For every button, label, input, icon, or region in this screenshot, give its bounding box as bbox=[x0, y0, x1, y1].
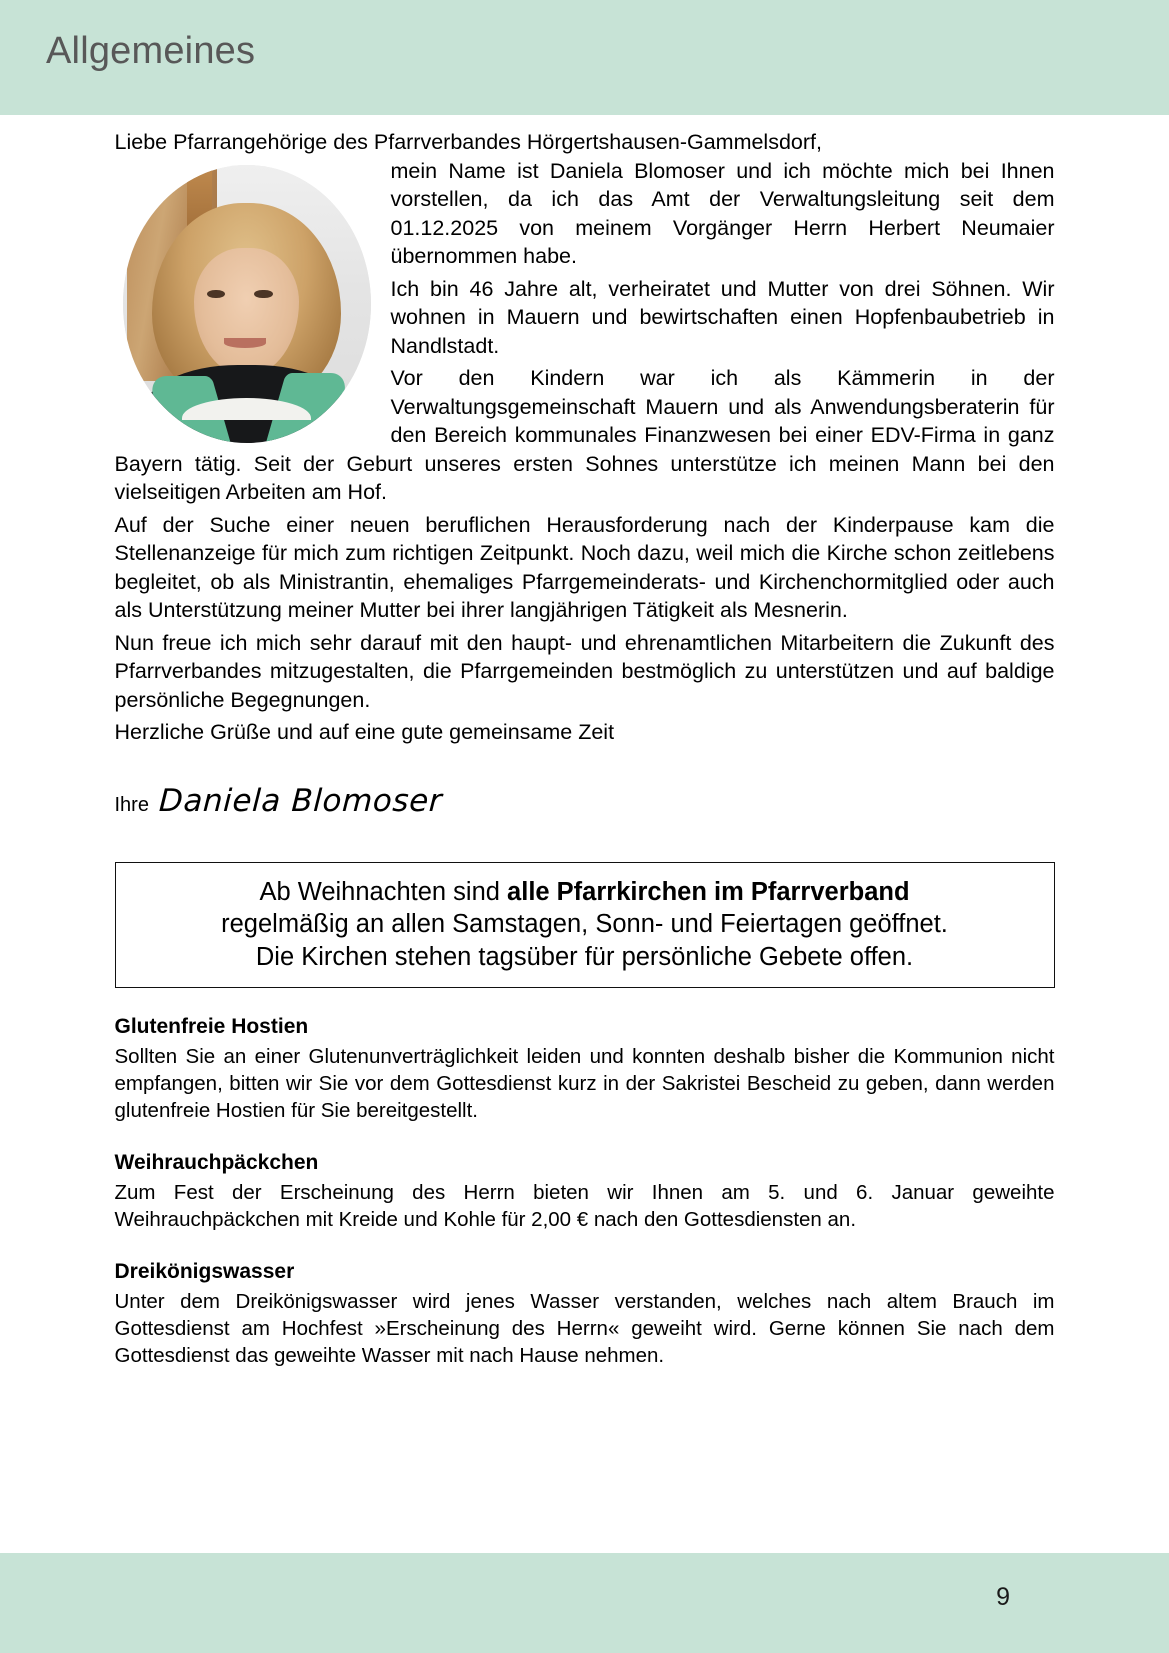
signature-block bbox=[115, 783, 1055, 819]
section-heading: Glutenfreie Hostien bbox=[114, 1015, 309, 1038]
signature-prefix: Ihre bbox=[114, 793, 149, 816]
notice-box bbox=[115, 862, 1055, 989]
section-weihrauchpaeckchen bbox=[115, 1150, 1055, 1233]
letter-paragraph-1: mein Name ist Daniela Blomoser und ich möchte mich bei Ihnen vorstellen, da ich das Amt der Verwaltungsleitung seit dem 01.12.2025 von meinem Vorgänger Herrn Herbert Neumaier übernommen habe. bbox=[390, 158, 1055, 268]
section-text: Sollten Sie an einer Glutenunverträglichkeit leiden und konnten deshalb bisher die Kommunion nicht empfangen, bitten wir Sie vor dem Gottesdienst kurz in der Sakristei Bescheid zu geben, dann werden glutenfreie Hostien für Sie bereitgestellt. bbox=[114, 1045, 1055, 1122]
page-footer-band bbox=[0, 1553, 1169, 1653]
letter-paragraph-3: Vor den Kindern war ich als Kämmerin in der Verwaltungsgemeinschaft Mauern und als Anwendungsberaterin für den Bereich kommunales Finanzwesen bei einer EDV-Firma in ganz Bayern tätig. Seit der Geburt unseres ersten Sohnes unterstütze ich meinen Mann bei den vielseitigen Arbeiten am Hof. bbox=[114, 366, 1055, 504]
section-glutenfreie-hostien bbox=[115, 1014, 1055, 1124]
portrait-photo bbox=[123, 165, 371, 443]
page-content bbox=[0, 115, 1169, 1369]
notice-line-3: Die Kirchen stehen tagsüber für persönliche Gebete offen. bbox=[255, 942, 914, 971]
notice-line-1 bbox=[130, 876, 1040, 909]
page-number: 9 bbox=[996, 1583, 1010, 1611]
letter-intro-block bbox=[115, 157, 1055, 507]
letter-paragraph-6: Herzliche Grüße und auf eine gute gemeinsame Zeit bbox=[114, 720, 615, 744]
section-heading: Dreikönigswasser bbox=[114, 1260, 295, 1283]
letter-paragraph-4: Auf der Suche einer neuen beruflichen Herausforderung nach der Kinderpause kam die Stellenanzeige für mich zum richtigen Zeitpunkt. Noch dazu, weil mich die Kirche schon zeitlebens begleitet, ob als Ministrantin, ehemaliges Pfarrgemeinderats- und Kirchenchormitglied oder auch als Unterstützung meiner Mutter bei ihrer langjährigen Tätigkeit als Mesnerin. bbox=[114, 512, 1055, 622]
letter-salutation: Liebe Pfarrangehörige des Pfarrverbandes Hörgertshausen-Gammelsdorf, bbox=[114, 130, 822, 154]
notice-line-1-plain: Ab Weihnachten sind bbox=[259, 877, 508, 906]
page-title: Allgemeines bbox=[46, 30, 256, 72]
section-text: Zum Fest der Erscheinung des Herrn bieten wir Ihnen am 5. und 6. Januar geweihte Weihrauchpäckchen mit Kreide und Kohle für 2,00 € nach den Gottesdiensten an. bbox=[114, 1181, 1055, 1231]
portrait-eye-right bbox=[254, 290, 273, 299]
section-text: Unter dem Dreikönigswasser wird jenes Wasser verstanden, welches nach altem Brauch im Gottesdienst am Hochfest »Erscheinung des Herrn« geweiht wird. Gerne können Sie nach dem Gottesdienst das geweihte Wasser mit nach Hause nehmen. bbox=[114, 1290, 1055, 1367]
section-heading: Weihrauchpäckchen bbox=[114, 1151, 319, 1174]
page-header-band bbox=[0, 0, 1169, 115]
content-column bbox=[115, 115, 1055, 1369]
signature-name: Daniela Blomoser bbox=[158, 782, 444, 819]
notice-line-2: regelmäßig an allen Samstagen, Sonn- und Feiertagen geöffnet. bbox=[221, 910, 948, 938]
letter-paragraph-5: Nun freue ich mich sehr darauf mit den haupt- und ehrenamtlichen Mitarbeitern die Zukunft des Pfarrverbandes mitzugestalten, die Pfarrgemeinden bestmöglich zu unterstützen und auf baldige persönliche Begegnungen. bbox=[114, 630, 1055, 712]
section-dreikoenigswasser bbox=[115, 1259, 1055, 1369]
letter-paragraph-2: Ich bin 46 Jahre alt, verheiratet und Mutter von drei Söhnen. Wir wohnen in Mauern und bewirtschaften einen Hopfenbaubetrieb in Nandlstadt. bbox=[390, 276, 1055, 358]
notice-line-1-bold: alle Pfarrkirchen im Pfarrverband bbox=[507, 877, 910, 906]
